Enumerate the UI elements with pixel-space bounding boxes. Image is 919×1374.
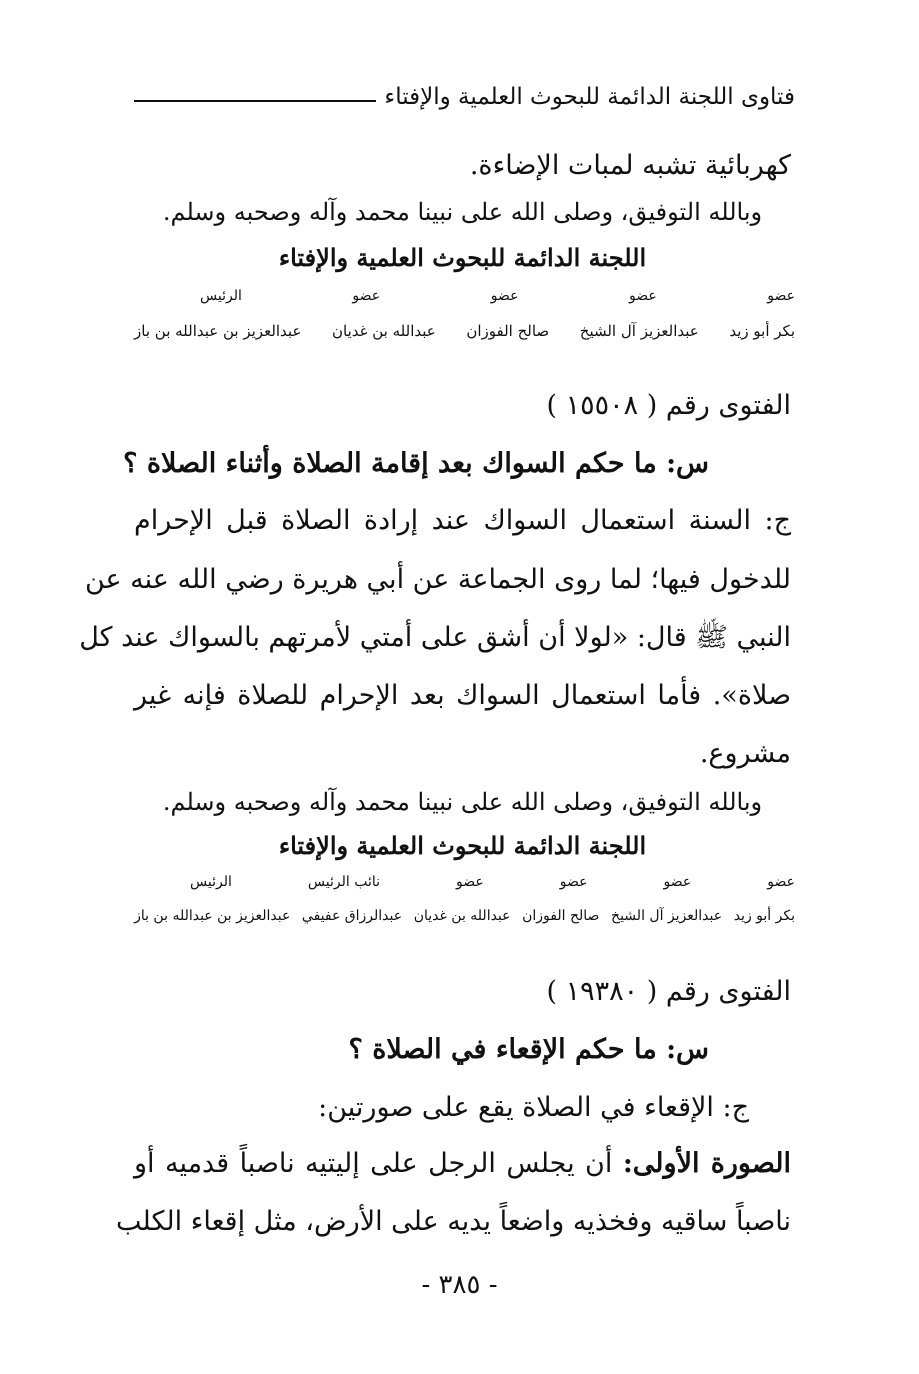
role: عضو (352, 288, 381, 304)
signature-names-1 (134, 322, 795, 340)
closing-line-1: وبالله التوفيق، وصلى الله على نبينا محمد وآله وصحبه وسلم. (162, 198, 763, 226)
signatory-name: عبدالله بن غديان (332, 322, 436, 340)
answer-line: صلاة». فأما استعمال السواك بعد الإحرام للصلاة فإنه غير (134, 680, 791, 711)
answer-line: للدخول فيها؛ لما روى الجماعة عن أبي هريرة رضي الله عنه عن (84, 564, 791, 595)
signatory-name: عبدالرزاق عفيفي (301, 908, 403, 924)
header-rule (134, 100, 376, 102)
role: الرئيس (200, 288, 242, 304)
role: عضو (559, 874, 588, 890)
continuation-line: كهربائية تشبه لمبات الإضاءة. (469, 150, 791, 181)
signatory-name: صالح الفوزان (522, 908, 600, 924)
signature-roles-2 (190, 874, 795, 890)
form-text: أن يجلس الرجل على إليتيه ناصباً قدميه أو (134, 1148, 613, 1179)
answer-line: ناصباً ساقيه وفخذيه واضعاً يديه على الأرض، مثل إقعاء الكلب (116, 1206, 791, 1237)
role: نائب الرئيس (307, 874, 380, 890)
signatory-name: بكر أبو زيد (729, 322, 795, 340)
signatory-name: عبدالعزيز آل الشيخ (579, 322, 699, 340)
signatory-name: عبدالعزيز بن عبدالله بن باز (134, 322, 302, 340)
role: عضو (456, 874, 484, 890)
role: عضو (767, 874, 795, 890)
form-label: الصورة الأولى: (622, 1148, 791, 1179)
committee-title-2: اللجنة الدائمة للبحوث العلمية والإفتاء (278, 831, 647, 860)
answer-line: مشروع. (699, 738, 791, 769)
committee-title-1: اللجنة الدائمة للبحوث العلمية والإفتاء (278, 243, 647, 272)
question-2: س: ما حكم الإقعاء في الصلاة ؟ (348, 1034, 709, 1065)
question-1: س: ما حكم السواك بعد إقامة الصلاة وأثناء الصلاة ؟ (123, 448, 709, 479)
role: عضو (663, 874, 692, 890)
page-number: - ٣٨٥ - (421, 1270, 498, 1300)
role: الرئيس (190, 874, 232, 890)
signatory-name: عبدالعزيز بن عبدالله بن باز (134, 908, 291, 924)
answer-line: ج: السنة استعمال السواك عند إرادة الصلاة قبل الإحرام (134, 505, 791, 536)
signatory-name: صالح الفوزان (466, 322, 550, 340)
signature-names-2 (134, 908, 795, 924)
signature-roles-1 (200, 288, 795, 304)
fatwa-number-2: الفتوى رقم ( ١٩٣٨٠ ) (546, 976, 791, 1007)
signatory-name: بكر أبو زيد (733, 908, 795, 924)
role: عضو (490, 288, 519, 304)
signatory-name: عبدالعزيز آل الشيخ (611, 908, 723, 924)
fatwa-number-1: الفتوى رقم ( ١٥٥٠٨ ) (546, 390, 791, 421)
answer-line: النبي ﷺ قال: «لولا أن أشق على أمتي لأمرتهم بالسواك عند كل (79, 622, 791, 653)
running-header (134, 84, 795, 110)
closing-line-2: وبالله التوفيق، وصلى الله على نبينا محمد وآله وصحبه وسلم. (162, 788, 763, 816)
answer-intro: ج: الإقعاء في الصلاة يقع على صورتين: (318, 1092, 749, 1123)
signatory-name: عبدالله بن غديان (413, 908, 511, 924)
role: عضو (767, 288, 795, 304)
header-title: فتاوى اللجنة الدائمة للبحوث العلمية والإفتاء (384, 84, 795, 110)
role: عضو (628, 288, 657, 304)
answer-line (134, 1148, 791, 1180)
